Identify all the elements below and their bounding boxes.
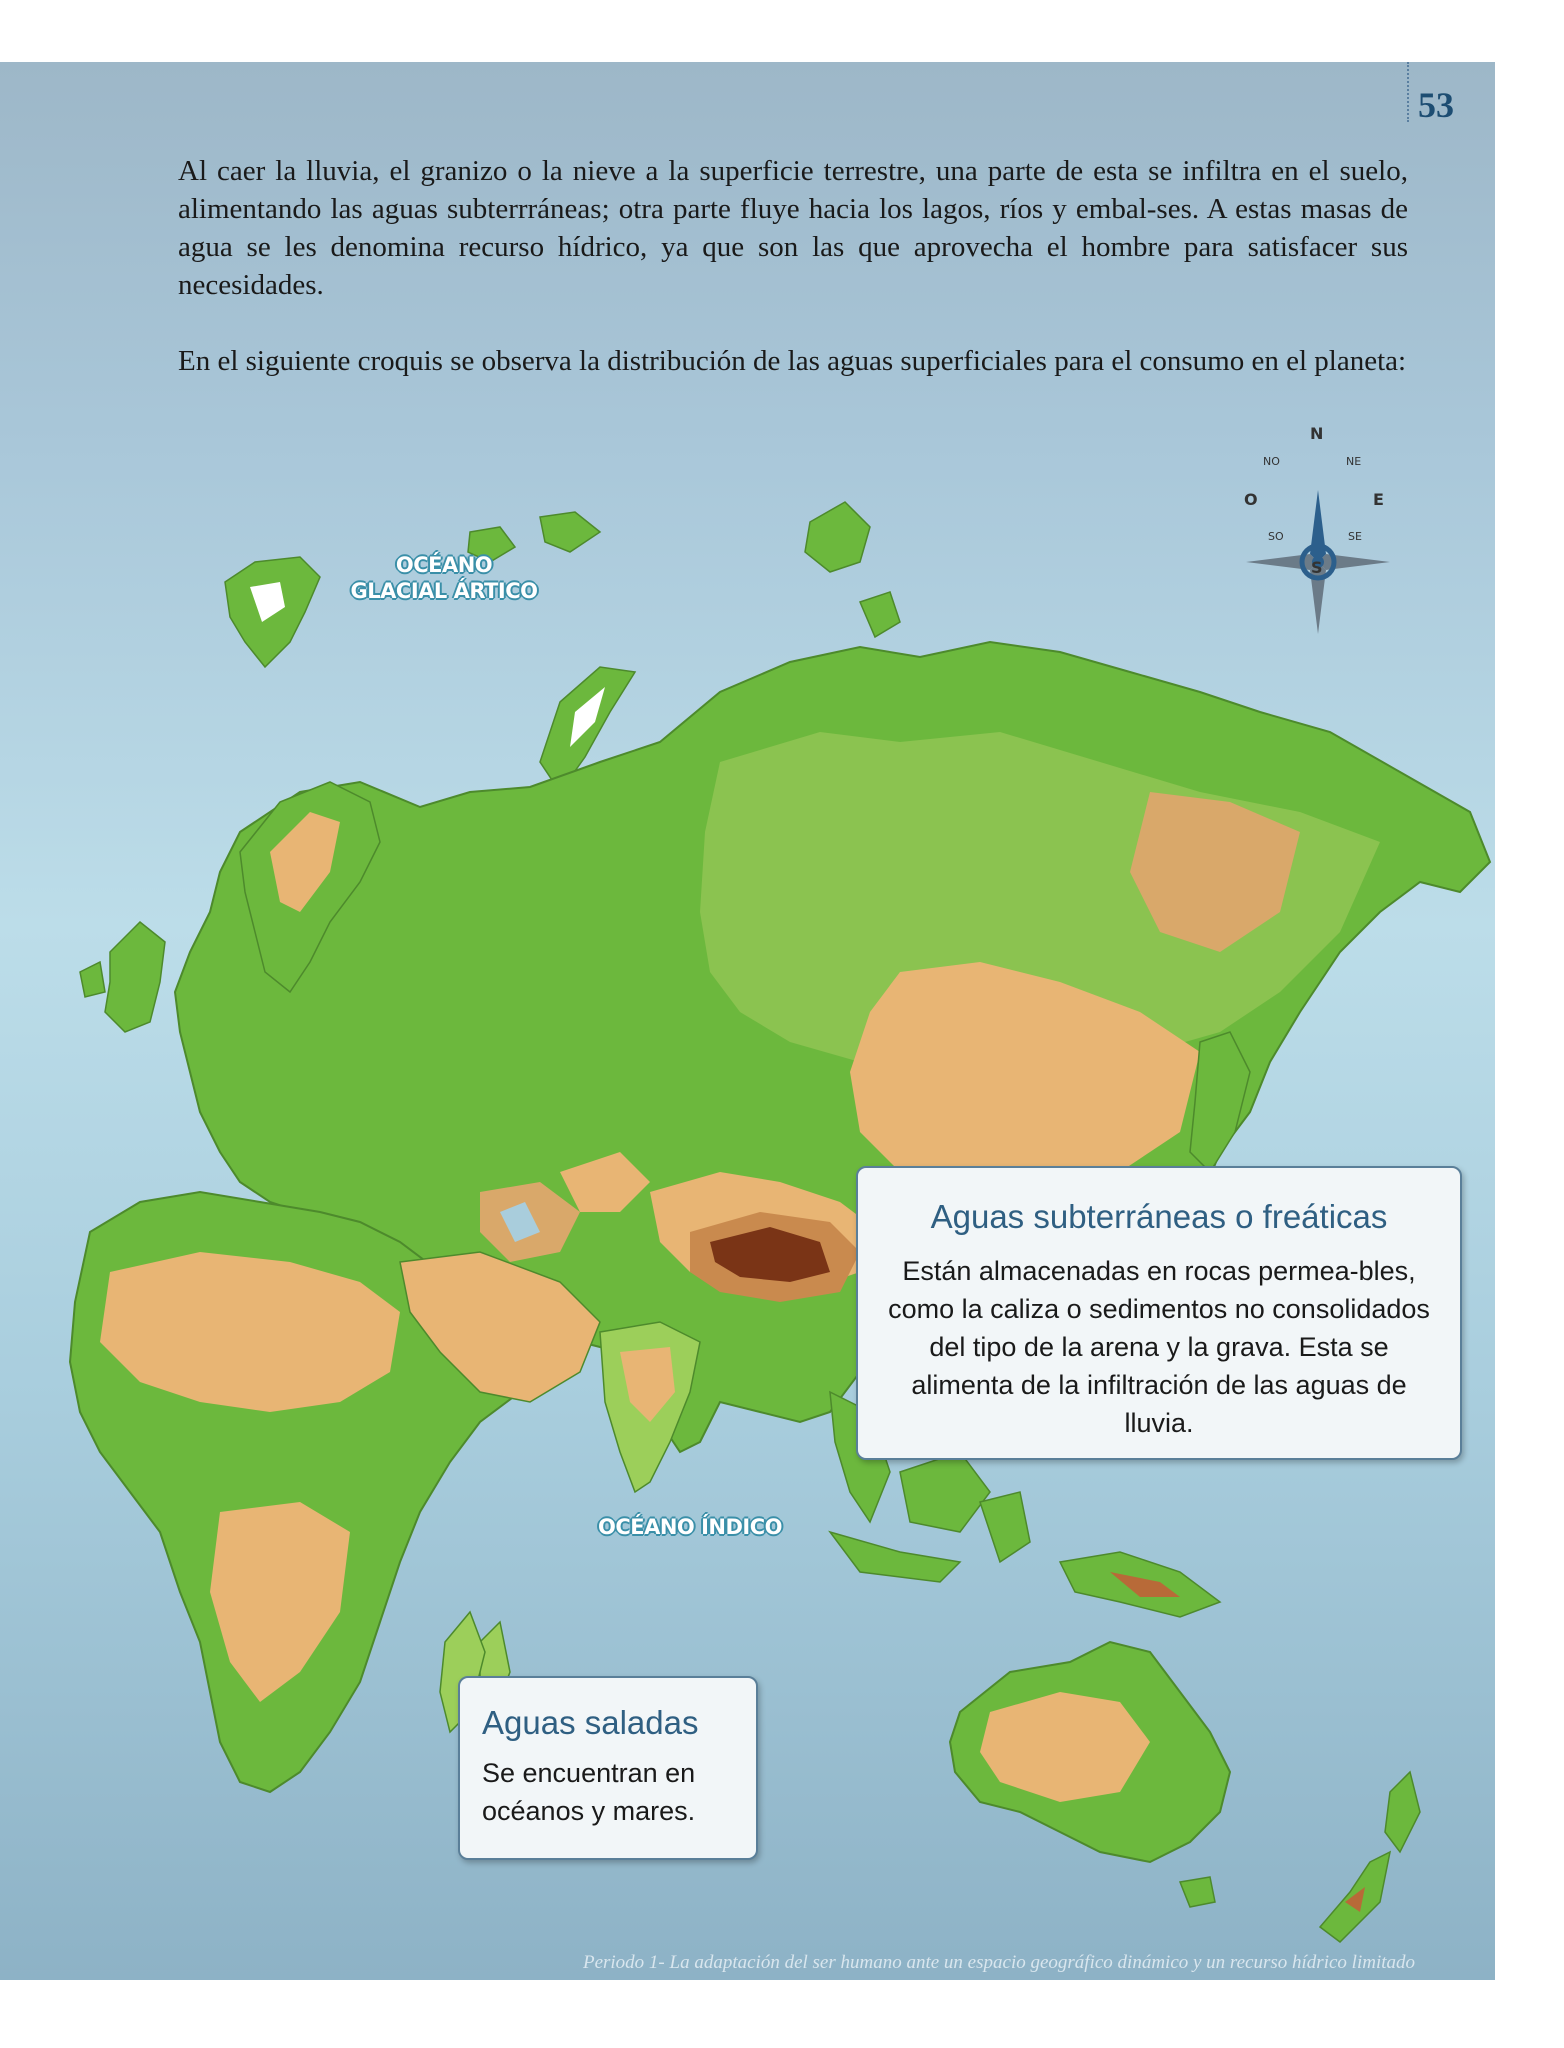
ocean-arctic-line2: GLACIAL ÁRTICO xyxy=(350,579,538,603)
salt-water-title: Aguas saladas xyxy=(482,1704,699,1741)
landmass-new-zealand xyxy=(1320,1772,1420,1942)
groundwater-info-box xyxy=(856,1166,1462,1460)
landmass-japan xyxy=(1190,1032,1250,1172)
page-footer: Periodo 1- La adaptación del ser humano ante un espacio geográfico dinámico y un recurso hídrico limitado xyxy=(582,1952,1415,1973)
groundwater-title: Aguas subterráneas o freáticas xyxy=(930,1198,1388,1235)
page-number: 53 xyxy=(1418,85,1454,125)
intro-paragraph: Al caer la lluvia, el granizo o la nieve a la superficie terrestre, una parte de esta se infiltra en el suelo, alimentando las aguas subterrráneas; otra parte fluye hacia los lagos, ríos y embal-ses. A estas masas de agua se les denomina recurso hídrico, ya que son las que aprovecha el hombre para satisfacer sus necesidades. xyxy=(178,155,1408,301)
compass-needle-west xyxy=(1246,554,1318,570)
compass-no: NO xyxy=(1263,455,1280,468)
ocean-label-arctic xyxy=(344,552,544,604)
compass-so: SO xyxy=(1268,530,1284,543)
compass-se: SE xyxy=(1348,530,1362,543)
landmass-australia xyxy=(950,1642,1230,1907)
page-number-rule xyxy=(1407,62,1409,122)
ocean-label-indian: OCÉANO ÍNDICO xyxy=(598,1515,782,1539)
intro-paragraph-2: En el siguiente croquis se observa la distribución de las aguas superficiales para el consumo en el planeta: xyxy=(178,345,1407,377)
compass-ne: NE xyxy=(1346,455,1362,468)
page-background xyxy=(0,62,1495,1980)
compass-s: S xyxy=(1311,558,1323,577)
compass-e: E xyxy=(1373,490,1384,509)
groundwater-text: Están almacenadas en rocas permea-bles, como la caliza o sedimentos no consolidados del tipo de la arena y la grava. Esta se alimenta de la infiltración de las aguas de lluvia. xyxy=(888,1256,1430,1438)
landmass-new-guinea xyxy=(1060,1552,1220,1617)
compass-needle-north xyxy=(1310,490,1326,562)
salt-water-info-box xyxy=(458,1676,758,1860)
ocean-arctic-line1: OCÉANO xyxy=(395,553,493,577)
compass-o: O xyxy=(1244,490,1258,509)
landmass-severnaya-zemlya xyxy=(805,502,900,637)
salt-water-text: Se encuentran en océanos y mares. xyxy=(482,1758,696,1826)
compass-n: N xyxy=(1310,424,1324,443)
landmass-uk xyxy=(80,922,165,1032)
compass-needle-east xyxy=(1318,554,1390,570)
